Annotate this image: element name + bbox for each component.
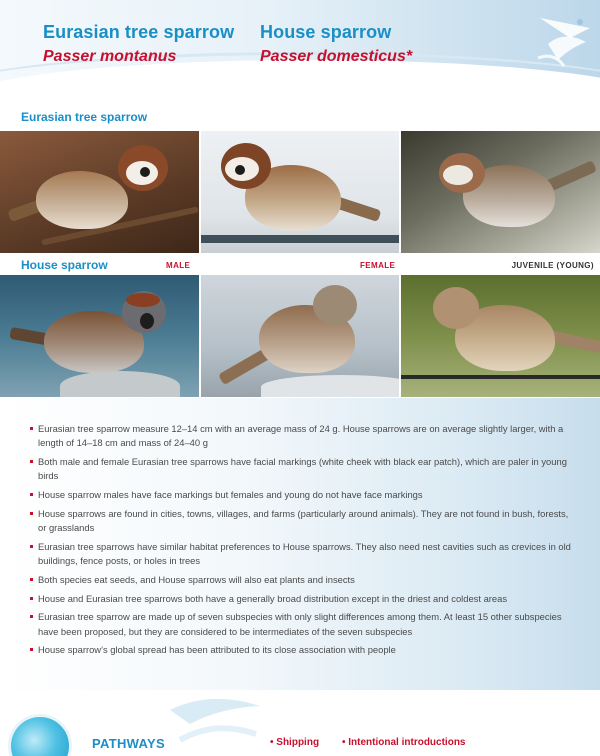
house-photo-row (0, 275, 600, 397)
eurasian-photo-row (0, 131, 600, 253)
species-latin-name: Passer domesticus* (260, 48, 413, 65)
header-banner (0, 0, 600, 98)
pathway-item: • Intentional introductions (342, 737, 466, 748)
pathways-heading: PATHWAYS (92, 736, 165, 751)
species-eurasian (43, 22, 234, 66)
eurasian-male-photo (0, 131, 199, 253)
species-latin-name: Passer montanus (43, 48, 177, 65)
koru-pattern-icon (534, 8, 596, 70)
house-section-heading: House sparrow (21, 258, 108, 272)
species-house (260, 22, 412, 66)
eurasian-juvenile-photo (401, 131, 600, 253)
eurasian-section-heading: Eurasian tree sparrow (21, 110, 148, 124)
species-common-name: Eurasian tree sparrow (43, 22, 235, 42)
facts-panel (0, 398, 600, 690)
male-label: MALE (166, 261, 191, 270)
globe-icon (8, 714, 72, 756)
juvenile-label: JUVENILE (YOUNG) (511, 261, 594, 270)
fact-item: Eurasian tree sparrow measure 12–14 cm with an average mass of 24 g. House sparrows are on average slightly larger, with a length of 14–18 cm and mass of 24–40 g (30, 422, 578, 450)
fact-item: Both male and female Eurasian tree sparrows have facial markings (white cheek with black ear patch), which are paler in young birds (30, 455, 578, 483)
facts-list (30, 422, 578, 662)
fact-item: House and Eurasian tree sparrows both have a generally broad distribution except in the driest and coldest areas (30, 592, 578, 606)
house-male-photo (0, 275, 199, 397)
pathway-item: • Shipping (270, 737, 320, 748)
fact-item: Both species eat seeds, and House sparrows will also eat plants and insects (30, 573, 578, 587)
female-label: FEMALE (360, 261, 396, 270)
footer (0, 690, 600, 756)
fact-item: House sparrows are found in cities, towns, villages, and farms (particularly around animals). They are not found in bush, forests, or grasslands (30, 507, 578, 535)
koru-pattern-icon (160, 690, 270, 756)
photo-label-row (0, 253, 600, 275)
fact-item: Eurasian tree sparrows have similar habitat preferences to House sparrows. They also need nest cavities such as crevices in old buildings, fence posts, or holes in trees (30, 540, 578, 568)
house-juvenile-photo (401, 275, 600, 397)
eurasian-female-photo (201, 131, 400, 253)
species-common-name: House sparrow (260, 22, 392, 42)
fact-item: House sparrow males have face markings but females and young do not have face markings (30, 488, 578, 502)
house-female-photo (201, 275, 400, 397)
fact-item: Eurasian tree sparrow are made up of seven subspecies with only slight differences among them. At least 15 other subspecies have been proposed, but they are considered to be intermediates of the seven subspecies (30, 610, 578, 638)
fact-item: House sparrow’s global spread has been attributed to its close association with people (30, 643, 578, 657)
